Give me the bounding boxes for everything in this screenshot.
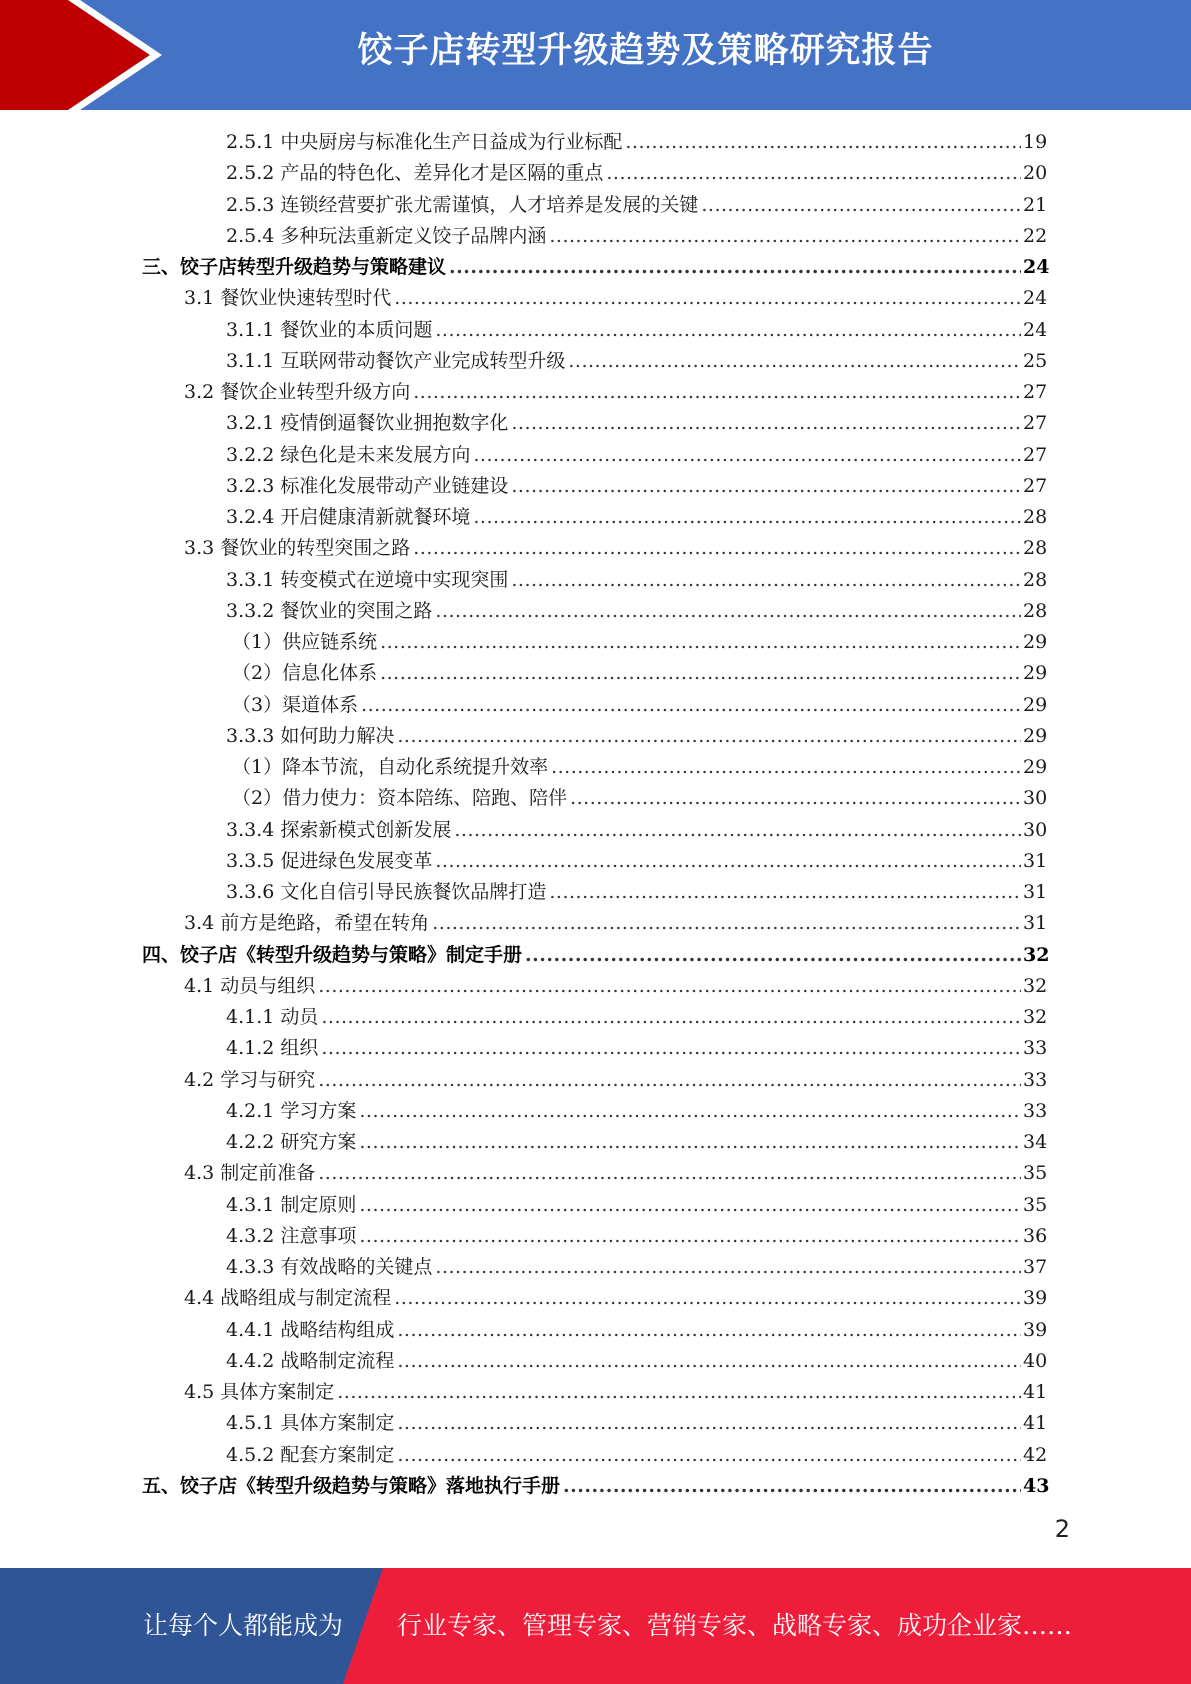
toc-dot-leader (359, 1096, 1021, 1127)
toc-dot-leader (606, 158, 1021, 189)
toc-entry[interactable] (0, 1002, 1191, 1033)
toc-dot-leader (549, 877, 1021, 908)
toc-dot-leader (551, 752, 1021, 783)
toc-entry-page: 28 (1023, 599, 1048, 622)
toc-entry[interactable] (0, 752, 1191, 783)
toc-entry-label: 五、饺子店《转型升级趋势与策略》落地执行手册 (142, 1474, 561, 1497)
toc-dot-leader (449, 252, 1021, 283)
toc-entry[interactable] (0, 1065, 1191, 1096)
toc-entry[interactable] (0, 283, 1191, 314)
toc-entry-label: 4.1 动员与组织 (184, 974, 316, 997)
toc-entry-label: 3.3.5 促进绿色发展变革 (226, 849, 433, 872)
toc-dot-leader (435, 846, 1021, 877)
toc-dot-leader (394, 283, 1021, 314)
toc-entry[interactable] (0, 158, 1191, 189)
toc-entry-label: 3.1.1 互联网带动餐饮产业完成转型升级 (226, 349, 566, 372)
toc-entry-label: 2.5.3 连锁经营要扩张尤需谨慎，人才培养是发展的关键 (226, 193, 699, 216)
toc-dot-leader (701, 190, 1021, 221)
toc-dot-leader (511, 408, 1021, 439)
toc-entry-label: 3.3 餐饮业的转型突围之路 (184, 537, 411, 560)
toc-entry-label: 3.2.2 绿色化是未来发展方向 (226, 443, 471, 466)
toc-entry-label: 4.4 战略组成与制定流程 (184, 1287, 392, 1310)
toc-entry-label: 3.2 餐饮企业转型升级方向 (184, 381, 411, 404)
toc-entry-page: 36 (1023, 1224, 1048, 1247)
toc-entry-page: 34 (1023, 1131, 1048, 1154)
toc-entry-label: 4.3 制定前准备 (184, 1162, 316, 1185)
toc-entry-label: 三、饺子店转型升级趋势与策略建议 (142, 256, 447, 279)
toc-entry[interactable] (0, 1440, 1191, 1471)
toc-entry[interactable] (0, 690, 1191, 721)
toc-entry-label: 4.1.2 组织 (226, 1037, 319, 1060)
toc-entry[interactable] (0, 1252, 1191, 1283)
toc-entry-page: 25 (1023, 349, 1048, 372)
toc-entry-label: 2.5.1 中央厨房与标准化生产日益成为行业标配 (226, 131, 623, 154)
toc-dot-leader (318, 971, 1021, 1002)
toc-entry-label: 3.3.1 转变模式在逆境中实现突围 (226, 568, 509, 591)
toc-dot-leader (337, 1377, 1021, 1408)
toc-entry[interactable] (0, 815, 1191, 846)
toc-entry-label: （2）信息化体系 (232, 662, 378, 685)
toc-entry-label: （2）借力使力：资本陪练、陪跑、陪伴 (232, 787, 568, 810)
toc-entry[interactable] (0, 408, 1191, 439)
toc-entry-page: 28 (1023, 506, 1048, 529)
toc-entry-label: 2.5.2 产品的特色化、差异化才是区隔的重点 (226, 162, 604, 185)
toc-entry-label: 3.2.3 标准化发展带动产业链建设 (226, 474, 509, 497)
footer-slogan-right: 行业专家、管理专家、营销专家、战略专家、成功企业家…… (397, 1611, 1073, 1640)
toc-entry-page: 29 (1023, 662, 1048, 685)
toc-entry-page: 40 (1023, 1349, 1048, 1372)
toc-entry-page: 27 (1023, 381, 1048, 404)
toc-entry[interactable] (0, 565, 1191, 596)
toc-entry[interactable] (0, 846, 1191, 877)
footer-slogan-left: 让每个人都能成为 (143, 1611, 344, 1640)
toc-entry[interactable] (0, 1033, 1191, 1064)
toc-entry-page: 42 (1023, 1443, 1048, 1466)
toc-entry[interactable] (0, 221, 1191, 252)
toc-dot-leader (397, 1315, 1021, 1346)
toc-entry-page: 24 (1023, 287, 1048, 310)
toc-entry-page: 21 (1023, 193, 1048, 216)
toc-entry-label: 3.3.3 如何助力解决 (226, 724, 395, 747)
toc-entry[interactable] (0, 1315, 1191, 1346)
toc-dot-leader (397, 1346, 1021, 1377)
toc-entry-page: 39 (1023, 1287, 1048, 1310)
toc-entry-page: 29 (1023, 724, 1048, 747)
toc-entry-page: 22 (1023, 224, 1048, 247)
toc-entry[interactable] (0, 721, 1191, 752)
toc-entry-page: 35 (1023, 1193, 1048, 1216)
toc-entry-page: 27 (1023, 474, 1048, 497)
toc-dot-leader (454, 815, 1021, 846)
toc-entry-label: 4.4.2 战略制定流程 (226, 1349, 395, 1372)
toc-entry-page: 20 (1023, 162, 1048, 185)
toc-dot-leader (570, 783, 1021, 814)
toc-entry-page: 24 (1023, 318, 1048, 341)
toc-dot-leader (413, 377, 1021, 408)
toc-dot-leader (321, 1033, 1021, 1064)
toc-entry-label: 3.3.2 餐饮业的突围之路 (226, 599, 433, 622)
toc-entry-label: 4.2 学习与研究 (184, 1068, 316, 1091)
toc-entry-page: 43 (1023, 1474, 1050, 1497)
toc-entry[interactable] (0, 908, 1191, 939)
toc-entry[interactable] (0, 127, 1191, 158)
toc-dot-leader (473, 440, 1021, 471)
toc-entry[interactable] (0, 1158, 1191, 1189)
toc-dot-leader (380, 658, 1021, 689)
toc-dot-leader (380, 627, 1021, 658)
toc-entry-page: 37 (1023, 1256, 1048, 1279)
toc-entry[interactable] (0, 502, 1191, 533)
toc-dot-leader (359, 1127, 1021, 1158)
toc-entry-page: 35 (1023, 1162, 1048, 1185)
toc-entry[interactable] (0, 627, 1191, 658)
toc-entry[interactable] (0, 190, 1191, 221)
toc-dot-leader (625, 127, 1021, 158)
toc-entry[interactable] (0, 471, 1191, 502)
toc-entry-page: 32 (1023, 943, 1050, 966)
toc-entry-label: 3.1 餐饮业快速转型时代 (184, 287, 392, 310)
toc-entry-label: 3.1.1 餐饮业的本质问题 (226, 318, 433, 341)
toc-dot-leader (397, 1408, 1021, 1439)
header-banner (0, 0, 1191, 110)
toc-entry[interactable] (0, 377, 1191, 408)
toc-entry-label: 4.4.1 战略结构组成 (226, 1318, 395, 1341)
document-title: 饺子店转型升级趋势及策略研究报告 (357, 31, 934, 71)
page-number: 2 (1054, 1515, 1070, 1543)
toc-entry[interactable] (0, 252, 1191, 283)
toc-entry[interactable] (0, 1096, 1191, 1127)
toc-dot-leader (321, 1002, 1021, 1033)
toc-dot-leader (397, 1440, 1021, 1471)
toc-dot-leader (473, 502, 1021, 533)
toc-dot-leader (435, 315, 1021, 346)
toc-entry[interactable] (0, 533, 1191, 564)
toc-entry-page: 41 (1023, 1412, 1048, 1435)
toc-entry-label: 2.5.4 多种玩法重新定义饺子品牌内涵 (226, 224, 547, 247)
toc-entry[interactable] (0, 1408, 1191, 1439)
toc-entry[interactable] (0, 596, 1191, 627)
toc-dot-leader (397, 721, 1021, 752)
toc-entry-label: 4.1.1 动员 (226, 1006, 319, 1029)
toc-entry[interactable] (0, 1471, 1191, 1502)
toc-entry-page: 29 (1023, 756, 1048, 779)
toc-entry-label: 4.3.1 制定原则 (226, 1193, 357, 1216)
table-of-contents (0, 127, 1191, 1502)
toc-dot-leader (435, 1252, 1021, 1283)
toc-dot-leader (359, 1221, 1021, 1252)
toc-entry-label: 4.5.2 配套方案制定 (226, 1443, 395, 1466)
toc-entry[interactable] (0, 971, 1191, 1002)
toc-entry[interactable] (0, 1283, 1191, 1314)
toc-entry-label: 4.2.2 研究方案 (226, 1131, 357, 1154)
toc-entry-page: 28 (1023, 568, 1048, 591)
toc-entry-label: 四、饺子店《转型升级趋势与策略》制定手册 (142, 943, 523, 966)
footer-banner (0, 1568, 1191, 1684)
toc-entry[interactable] (0, 1221, 1191, 1252)
toc-entry-page: 30 (1023, 787, 1048, 810)
toc-entry-page: 33 (1023, 1037, 1048, 1060)
toc-entry[interactable] (0, 440, 1191, 471)
toc-entry[interactable] (0, 783, 1191, 814)
toc-entry-page: 27 (1023, 412, 1048, 435)
toc-entry[interactable] (0, 940, 1191, 971)
toc-entry-page: 27 (1023, 443, 1048, 466)
toc-entry[interactable] (0, 315, 1191, 346)
toc-entry-page: 29 (1023, 693, 1048, 716)
toc-entry-page: 28 (1023, 537, 1048, 560)
toc-entry-label: 4.3.2 注意事项 (226, 1224, 357, 1247)
toc-entry-page: 33 (1023, 1099, 1048, 1122)
toc-dot-leader (568, 346, 1021, 377)
toc-entry-label: 4.5.1 具体方案制定 (226, 1412, 395, 1435)
toc-dot-leader (511, 471, 1021, 502)
toc-dot-leader (394, 1283, 1021, 1314)
toc-entry-label: 4.2.1 学习方案 (226, 1099, 357, 1122)
toc-entry-page: 31 (1023, 912, 1048, 935)
toc-entry-label: 3.3.4 探索新模式创新发展 (226, 818, 452, 841)
toc-dot-leader (563, 1471, 1021, 1502)
toc-entry-label: 3.2.1 疫情倒逼餐饮业拥抱数字化 (226, 412, 509, 435)
toc-entry-label: （3）渠道体系 (232, 693, 359, 716)
toc-dot-leader (413, 533, 1021, 564)
toc-entry[interactable] (0, 346, 1191, 377)
toc-entry[interactable] (0, 1127, 1191, 1158)
toc-dot-leader (549, 221, 1021, 252)
toc-entry-label: （1）供应链系统 (232, 631, 378, 654)
toc-entry-page: 41 (1023, 1381, 1048, 1404)
toc-dot-leader (511, 565, 1021, 596)
toc-dot-leader (359, 1190, 1021, 1221)
toc-dot-leader (435, 596, 1021, 627)
toc-entry-label: 3.2.4 开启健康清新就餐环境 (226, 506, 471, 529)
toc-entry-page: 32 (1023, 1006, 1048, 1029)
toc-entry-page: 24 (1023, 256, 1050, 279)
toc-dot-leader (318, 1065, 1021, 1096)
toc-entry-label: （1）降本节流，自动化系统提升效率 (232, 756, 549, 779)
toc-entry-label: 3.3.6 文化自信引导民族餐饮品牌打造 (226, 881, 547, 904)
toc-entry-page: 19 (1023, 131, 1048, 154)
toc-entry-page: 30 (1023, 818, 1048, 841)
toc-dot-leader (432, 908, 1021, 939)
toc-dot-leader (361, 690, 1021, 721)
toc-entry-label: 4.5 具体方案制定 (184, 1381, 335, 1404)
toc-dot-leader (318, 1158, 1021, 1189)
toc-entry-page: 29 (1023, 631, 1048, 654)
toc-entry-label: 4.3.3 有效战略的关键点 (226, 1256, 433, 1279)
toc-dot-leader (525, 940, 1021, 971)
toc-entry[interactable] (0, 1377, 1191, 1408)
toc-entry[interactable] (0, 658, 1191, 689)
toc-entry[interactable] (0, 877, 1191, 908)
toc-entry-page: 32 (1023, 974, 1048, 997)
toc-entry-label: 3.4 前方是绝路，希望在转角 (184, 912, 430, 935)
toc-entry-page: 31 (1023, 881, 1048, 904)
toc-entry-page: 31 (1023, 849, 1048, 872)
toc-entry[interactable] (0, 1190, 1191, 1221)
toc-entry-page: 39 (1023, 1318, 1048, 1341)
toc-entry-page: 33 (1023, 1068, 1048, 1091)
toc-entry[interactable] (0, 1346, 1191, 1377)
